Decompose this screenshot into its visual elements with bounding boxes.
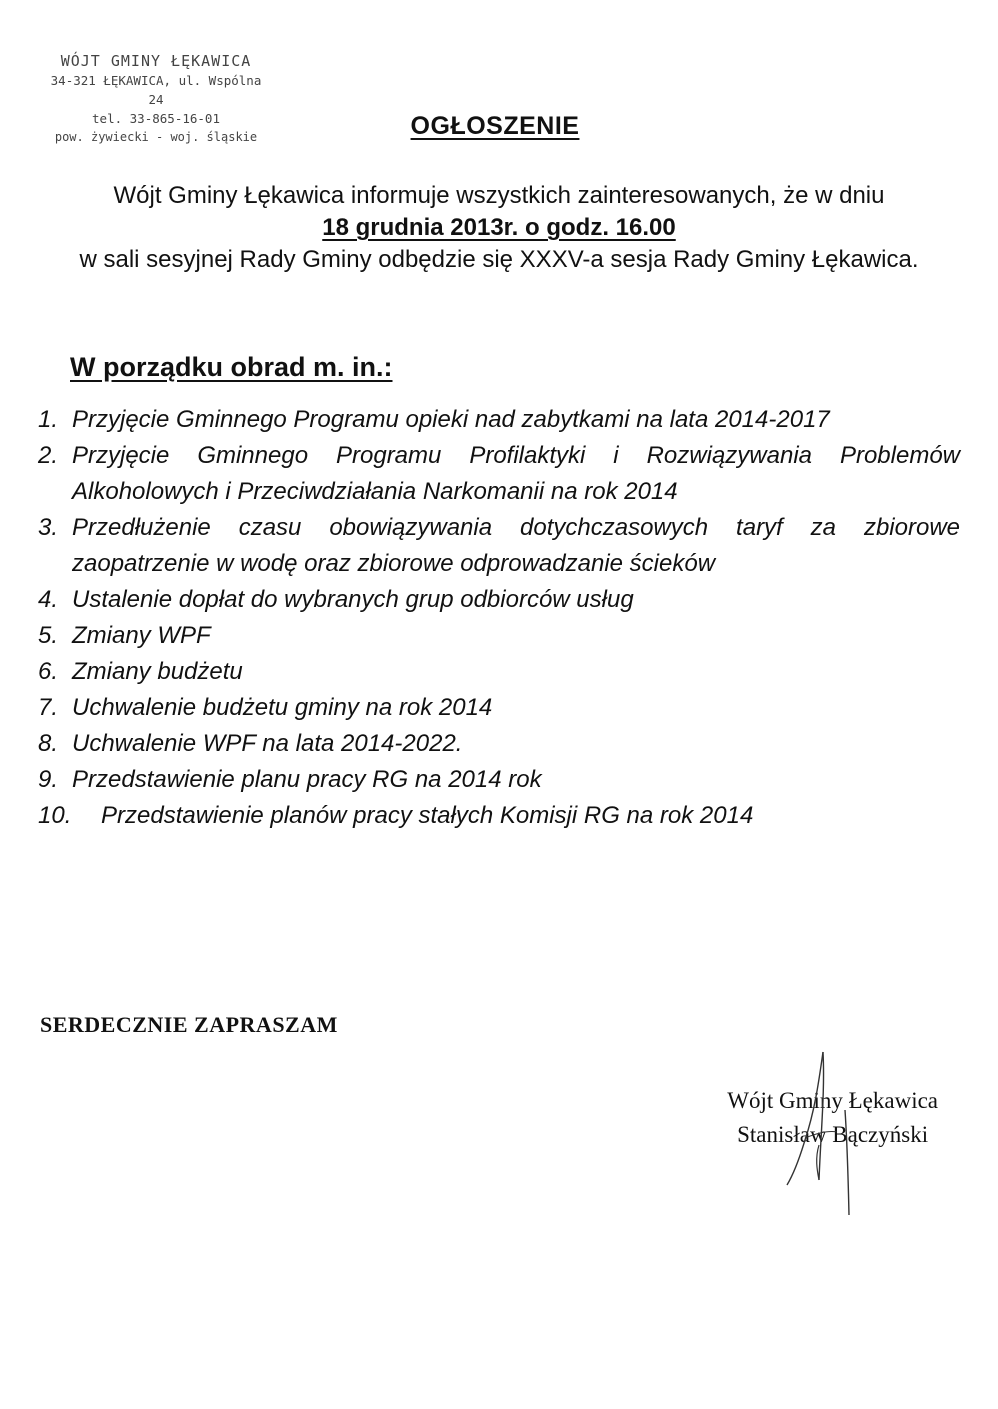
agenda-item-number: 9. (38, 766, 59, 793)
agenda-item-text: Przyjęcie Gminnego Programu opieki nad zabytkami na lata 2014-2017 (72, 406, 830, 433)
agenda-item-number: 1. (38, 406, 59, 433)
agenda-item-text: Zmiany budżetu (72, 658, 243, 685)
agenda-item (38, 618, 960, 654)
agenda-item (38, 690, 960, 726)
agenda-item-number: 8. (38, 730, 59, 757)
agenda-item-number: 3. (38, 514, 59, 541)
stamp-line-address: 34-321 ŁĘKAWICA, ul. Wspólna 24 (50, 73, 262, 107)
announcement-title-row (0, 112, 998, 141)
announcement-intro (40, 180, 958, 276)
agenda-item-number: 4. (38, 586, 59, 613)
intro-line-2: w sali sesyjnej Rady Gminy odbędzie się XXXV-a sesja Rady Gminy Łękawica. (79, 246, 919, 273)
announcement-title: OGŁOSZENIE (410, 112, 580, 140)
agenda-item (38, 510, 960, 582)
agenda-item (38, 402, 960, 438)
stamp-line-region: pow. żywiecki - woj. śląskie (54, 130, 258, 144)
agenda-item-text: Przedstawienie planu pracy RG na 2014 rok (72, 766, 542, 793)
agenda-item-number: 2. (38, 442, 59, 469)
agenda-item (38, 654, 960, 690)
agenda-heading: W porządku obrad m. in.: (70, 352, 393, 382)
agenda-item (38, 762, 960, 798)
agenda-item-number: 5. (38, 622, 59, 649)
signatory-name: Stanisław Bączyński (737, 1122, 929, 1147)
session-date: 18 grudnia 2013r. o godz. 16.00 (322, 214, 676, 241)
agenda-item-number: 10. (38, 802, 72, 829)
intro-line-1: Wójt Gminy Łękawica informuje wszystkich zainteresowanych, że w dniu (113, 182, 885, 209)
stamp-line-phone: tel. 33-865-16-01 (92, 111, 220, 126)
agenda-item (38, 798, 960, 834)
agenda-list (38, 402, 960, 834)
agenda-item-text: Ustalenie dopłat do wybranych grup odbiorców usług (72, 586, 634, 613)
agenda-item (38, 582, 960, 618)
stamp-line-office: WÓJT GMINY ŁĘKAWICA (60, 52, 252, 70)
handwritten-signature (775, 1050, 885, 1220)
agenda-item-text: Uchwalenie WPF na lata 2014-2022. (72, 730, 463, 757)
agenda-item (38, 438, 960, 510)
agenda-item-text: Zmiany WPF (72, 622, 211, 649)
invitation-closing: SERDECZNIE ZAPRASZAM (40, 1012, 338, 1037)
agenda-item-text: Przedstawienie planów pracy stałych Komisji RG na rok 2014 (101, 802, 754, 829)
agenda-item-text: Uchwalenie budżetu gminy na rok 2014 (72, 694, 493, 721)
agenda-item-text: Przedłużenie czasu obowiązywania dotychczasowych taryf za zbiorowe zaopatrzenie w wodę oraz zbiorowe odprowadzanie ścieków (72, 514, 960, 577)
agenda-item-number: 7. (38, 694, 59, 721)
signatory-position: Wójt Gminy Łękawica (727, 1088, 938, 1113)
agenda-item-number: 6. (38, 658, 59, 685)
agenda-item (38, 726, 960, 762)
agenda-item-text: Przyjęcie Gminnego Programu Profilaktyki i Rozwiązywania Problemów Alkoholowych i Przeciwdziałania Narkomanii na rok 2014 (72, 442, 960, 505)
